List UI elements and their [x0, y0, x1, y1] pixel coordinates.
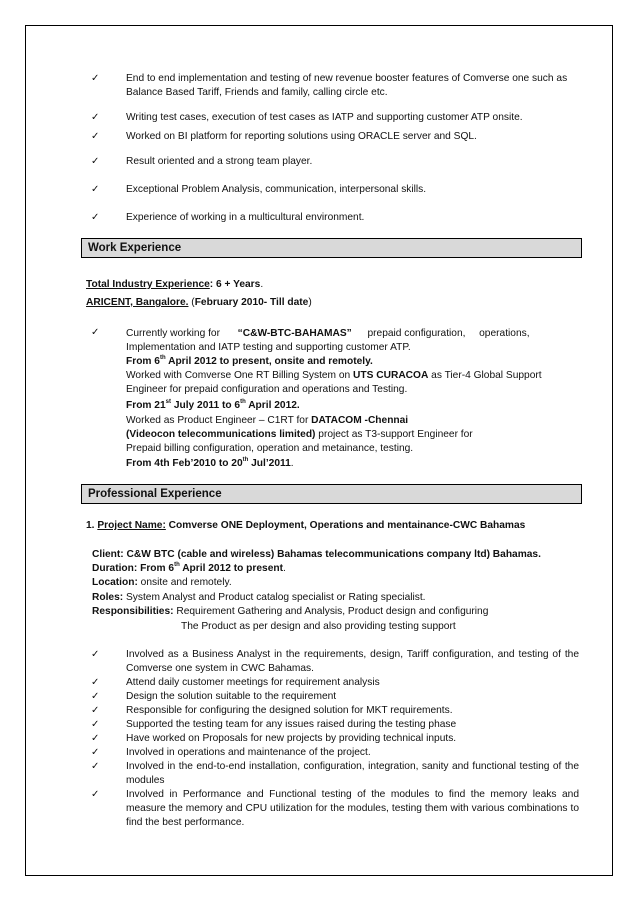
work-line-4: Worked with Comverse One RT Billing System on UTS CURACOA as Tier-4 Global Support	[126, 370, 542, 381]
location-line: Location: onsite and remotely.	[92, 577, 232, 588]
list-item: ✓ Involved in the end-to-end installation, configuration, integration, sanity and functional testing of the modules	[91, 761, 579, 786]
check-icon: ✓	[91, 719, 100, 730]
total-experience: Total Industry Experience: 6 + Years.	[86, 279, 264, 290]
check-icon: ✓	[91, 677, 100, 688]
check-icon: ✓	[91, 789, 100, 800]
work-line-7: Worked as Product Engineer – C1RT for DATACOM -Chennai	[126, 415, 409, 426]
section-header-work-experience: Work Experience	[81, 238, 582, 258]
duration-line: Duration: From 6th April 2012 to present.	[92, 562, 286, 574]
roles-line: Roles: System Analyst and Product catalog specialist or Rating specialist.	[92, 592, 426, 603]
check-icon: ✓	[91, 691, 100, 702]
check-icon: ✓	[91, 73, 100, 84]
check-icon: ✓	[91, 327, 100, 338]
project-name-line: 1. Project Name: Comverse ONE Deployment, Operations and mentainance-CWC Bahamas	[86, 520, 526, 531]
list-item: ✓ Result oriented and a strong team player.	[91, 156, 313, 167]
list-item: ✓ Worked on BI platform for reporting solutions using ORACLE server and SQL.	[91, 131, 477, 142]
list-item: ✓ Responsible for configuring the designed solution for MKT requirements.	[91, 705, 453, 716]
work-line-9: Prepaid billing configuration, operation and metainance, testing.	[126, 443, 414, 454]
work-line-6: From 21st July 2011 to 6th April 2012.	[126, 399, 300, 411]
list-item: ✓ Supported the testing team for any issues raised during the testing phase	[91, 719, 457, 730]
list-item: ✓ Involved in Performance and Functional testing of the modules to find the memory leaks and measure the memory and CPU utilization for the modules, testing them with various combinations to find the best performance.	[91, 789, 579, 828]
list-item: ✓ Attend daily customer meetings for requirement analysis	[91, 677, 380, 688]
check-icon: ✓	[91, 131, 100, 142]
check-icon: ✓	[91, 705, 100, 716]
responsibilities-line: Responsibilities: Requirement Gathering and Analysis, Product design and configuring	[92, 606, 489, 617]
work-line-3: From 6th April 2012 to present, onsite and remotely.	[126, 355, 373, 367]
check-icon: ✓	[91, 112, 100, 123]
skills-list	[91, 72, 581, 225]
work-line-2: Implementation and IATP testing and supporting customer ATP.	[126, 342, 411, 353]
current-role-line: Currently working for “C&W-BTC-BAHAMAS” prepaid configuration, operations,	[126, 328, 530, 339]
responsibilities-line-2: The Product as per design and also providing testing support	[181, 621, 456, 632]
list-item: ✓ Involved in operations and maintenance of the project.	[91, 747, 371, 758]
check-icon: ✓	[91, 649, 100, 660]
section-header-professional-experience: Professional Experience	[81, 484, 582, 504]
list-item: ✓ End to end implementation and testing of new revenue booster features of Comverse one such as Balance Based Tariff, Friends and family, calling circle etc.	[91, 73, 568, 98]
check-icon: ✓	[91, 733, 100, 744]
client-line: Client: C&W BTC (cable and wireless) Bahamas telecommunications company ltd) Bahamas.	[92, 549, 541, 560]
check-icon: ✓	[91, 212, 100, 223]
work-line-5: Engineer for prepaid configuration and operations and Testing.	[126, 384, 408, 395]
company-line: ARICENT, Bangalore. (February 2010- Till date)	[86, 297, 312, 308]
responsibilities-list	[91, 648, 579, 830]
work-line-10: From 4th Feb’2010 to 20th Jul’2011.	[126, 457, 294, 469]
work-line-8: (Videocon telecommunications limited) project as T3-support Engineer for	[126, 429, 473, 440]
list-item: ✓ Have worked on Proposals for new projects by providing technical inputs.	[91, 733, 457, 744]
list-item: ✓ Design the solution suitable to the requirement	[91, 691, 337, 702]
list-item: ✓ Writing test cases, execution of test cases as IATP and supporting customer ATP onsite.	[91, 112, 523, 123]
check-icon: ✓	[91, 156, 100, 167]
check-icon: ✓	[91, 761, 100, 772]
list-item: ✓ Exceptional Problem Analysis, communication, interpersonal skills.	[91, 184, 427, 195]
check-icon: ✓	[91, 747, 100, 758]
list-item: ✓ Involved as a Business Analyst in the requirements, design, Tariff configuration, and testing of the Comverse one system in CWC Bahamas.	[91, 649, 579, 674]
list-item: ✓ Experience of working in a multicultural environment.	[91, 212, 365, 223]
check-icon: ✓	[91, 184, 100, 195]
